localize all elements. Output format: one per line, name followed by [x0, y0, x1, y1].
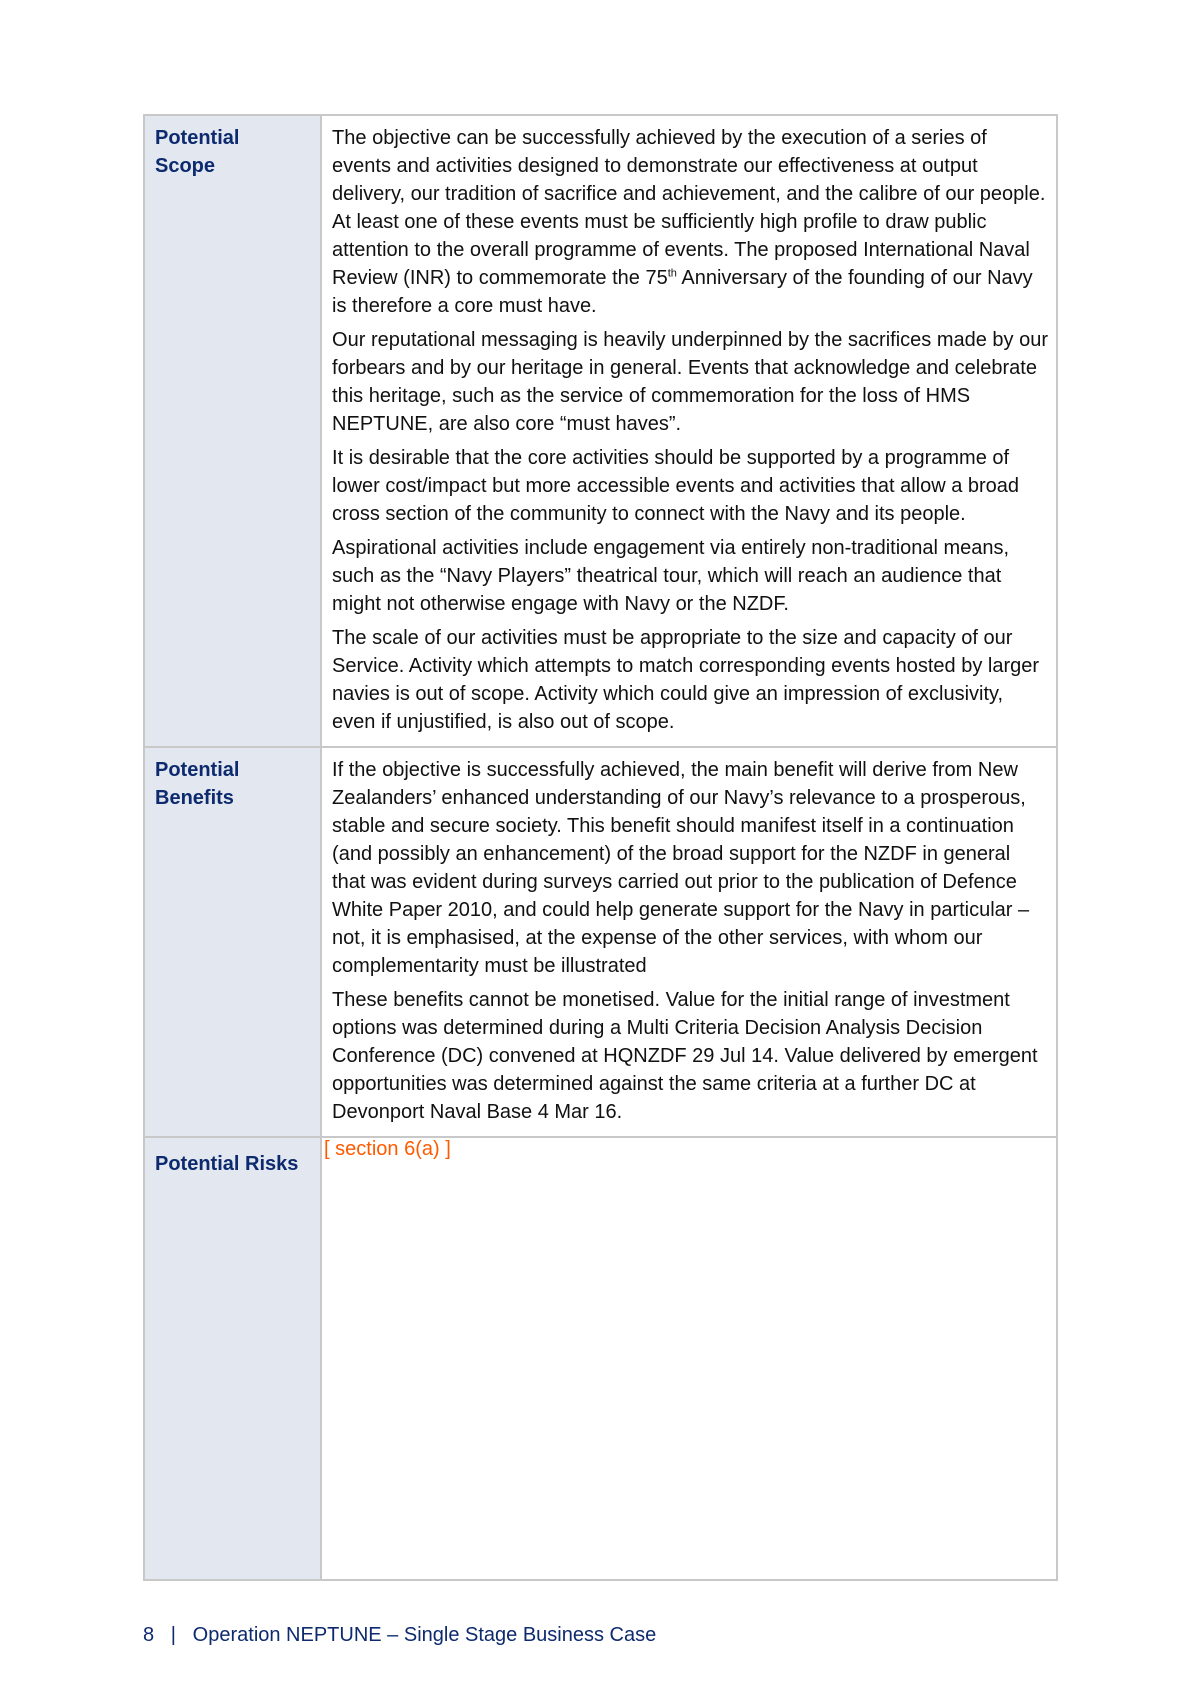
text-line: Conference (DC) convened at HQNZDF 29 Jul 14. Value delivered by emergent	[332, 1045, 1038, 1067]
risks-text	[321, 1137, 1057, 1580]
text-line: It is desirable that the core activities should be supported by a programme of	[332, 447, 1010, 469]
text-line: Aspirational activities include engagement via entirely non-traditional means,	[332, 537, 1010, 559]
text-line: (and possibly an enhancement) of the broad support for the NZDF in general	[332, 843, 1011, 865]
text-line: attention to the overall programme of events. The proposed International Naval	[332, 239, 1030, 261]
text-line: Devonport Naval Base 4 Mar 16.	[332, 1101, 623, 1123]
label-line: Potential	[155, 759, 240, 781]
row-label	[144, 747, 321, 1137]
text-line: forbears and by our heritage in general. Events that acknowledge and celebrate	[332, 357, 1037, 379]
row-label	[144, 115, 321, 747]
text-line: that was evident during surveys carried out prior to the publication of Defence	[332, 871, 1017, 893]
row-label	[144, 1137, 321, 1580]
paragraph	[332, 444, 1048, 528]
text-line: not, it is emphasised, at the expense of the other services, with whom our	[332, 927, 983, 949]
text-line: options was determined during a Multi Criteria Decision Analysis Decision	[332, 1017, 983, 1039]
paragraph	[332, 534, 1048, 618]
text-line: events and activities designed to demonstrate our effectiveness at output	[332, 155, 978, 177]
text-line	[332, 264, 1048, 292]
text-line: such as the “Navy Players” theatrical tour, which will reach an audience that	[332, 565, 1002, 587]
text-line: If the objective is successfully achieved, the main benefit will derive from New	[332, 759, 1018, 781]
text-line: lower cost/impact but more accessible events and activities that allow a broad	[332, 475, 1020, 497]
text-segment: Anniversary of the founding of our Navy	[676, 267, 1033, 289]
text-line: complementarity must be illustrated	[332, 955, 647, 977]
table-row-benefits	[144, 747, 1057, 1137]
label-line: Potential	[155, 127, 240, 149]
benefits-text	[321, 747, 1057, 1137]
text-line: is therefore a core must have.	[332, 295, 597, 317]
document-title: Operation NEPTUNE – Single Stage Business Case	[192, 1624, 657, 1646]
paragraph	[332, 124, 1048, 320]
text-line: The scale of our activities must be appropriate to the size and capacity of our	[332, 627, 1013, 649]
table-row-risks	[144, 1137, 1057, 1580]
paragraph	[332, 326, 1048, 438]
redaction-marker: [ section 6(a) ]	[324, 1138, 451, 1160]
text-segment: Review (INR) to commemorate the 75	[332, 267, 668, 289]
page-footer	[143, 1624, 656, 1647]
text-line: NEPTUNE, are also core “must haves”.	[332, 413, 682, 435]
paragraph	[332, 986, 1048, 1126]
text-line: stable and secure society. This benefit should manifest itself in a continuation	[332, 815, 1014, 837]
text-line: White Paper 2010, and could help generate support for the Navy in particular –	[332, 899, 1030, 921]
text-line: delivery, our tradition of sacrifice and achievement, and the calibre of our people.	[332, 183, 1046, 205]
text-line: this heritage, such as the service of commemoration for the loss of HMS	[332, 385, 971, 407]
page-number: 8	[143, 1624, 155, 1646]
text-line: might not otherwise engage with Navy or the NZDF.	[332, 593, 789, 615]
paragraph	[332, 756, 1048, 980]
business-case-table	[143, 114, 1058, 1581]
text-line: These benefits cannot be monetised. Value for the initial range of investment	[332, 989, 1010, 1011]
text-line: Zealanders’ enhanced understanding of our Navy’s relevance to a prosperous,	[332, 787, 1026, 809]
label-line: Scope	[155, 155, 216, 177]
text-line: At least one of these events must be sufficiently high profile to draw public	[332, 211, 987, 233]
paragraph	[332, 624, 1048, 736]
footer-separator: |	[170, 1624, 176, 1646]
text-line: even if unjustified, is also out of scope.	[332, 711, 675, 733]
text-line: Service. Activity which attempts to match corresponding events hosted by larger	[332, 655, 1040, 677]
text-line: opportunities was determined against the same criteria at a further DC at	[332, 1073, 976, 1095]
text-line: cross section of the community to connect with the Navy and its people.	[332, 503, 966, 525]
superscript: th	[667, 267, 677, 280]
label-line: Benefits	[155, 787, 234, 809]
text-line: The objective can be successfully achieved by the execution of a series of	[332, 127, 987, 149]
label-line: Potential Risks	[155, 1153, 299, 1175]
text-line: navies is out of scope. Activity which could give an impression of exclusivity,	[332, 683, 1004, 705]
text-line: Our reputational messaging is heavily underpinned by the sacrifices made by our	[332, 329, 1048, 351]
scope-text	[321, 115, 1057, 747]
table-row-scope	[144, 115, 1057, 747]
